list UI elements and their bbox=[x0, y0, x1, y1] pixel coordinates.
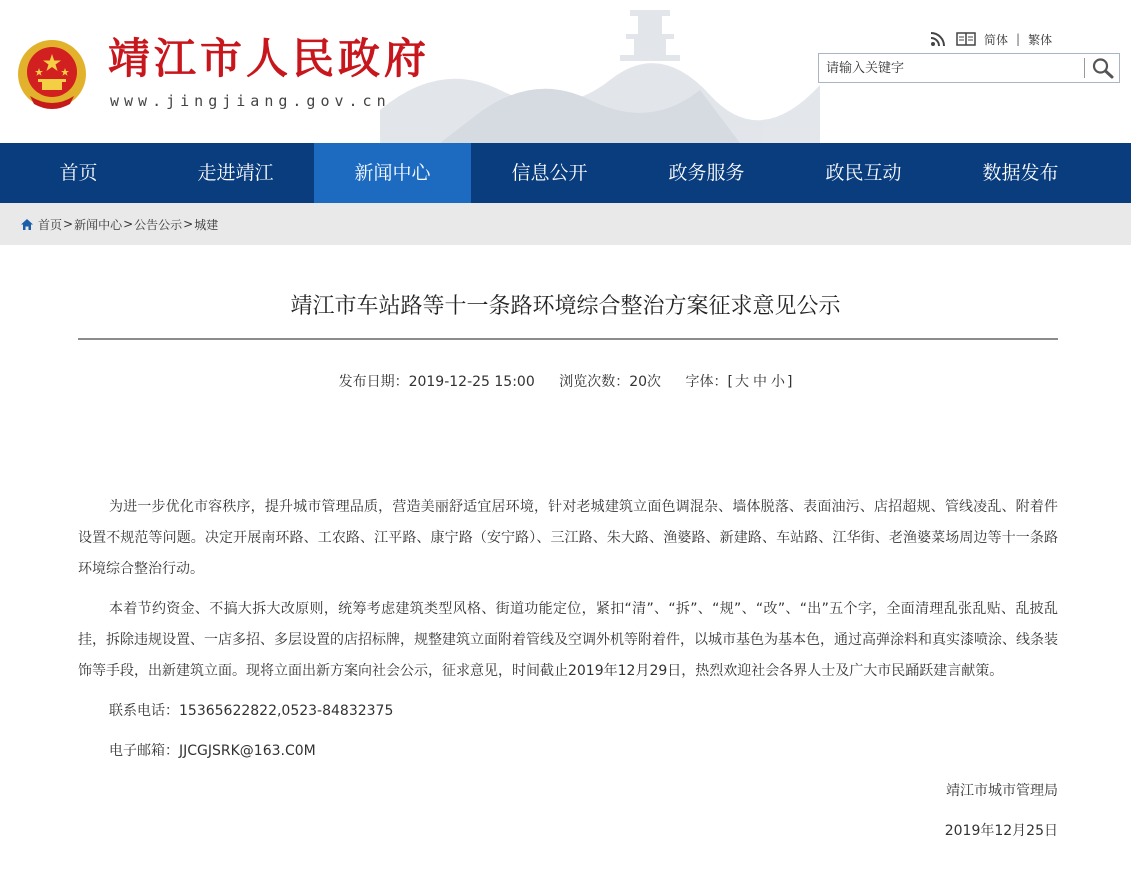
traditional-chinese-link[interactable]: 繁体 bbox=[1028, 32, 1053, 47]
breadcrumb-separator: > bbox=[63, 217, 74, 231]
search-icon[interactable] bbox=[1091, 57, 1115, 79]
site-header bbox=[0, 0, 1131, 143]
article-body bbox=[78, 492, 1058, 856]
util-separator: | bbox=[1016, 32, 1021, 46]
paragraph: 为进一步优化市容秩序，提升城市管理品质，营造美丽舒适宜居环境，针对老城建筑立面色调混杂、墙体脱落、表面油污、店招超规、管线凌乱、附着件设置不规范等问题。决定开展南环路、工农路、江平路、康宁路（安宁路）、三江路、朱大路、渔婆路、新建路、车站路、江华街、老渔婆菜场周边等十一条路环境综合整治行动。 bbox=[78, 499, 1058, 577]
font-size-medium[interactable]: 中 bbox=[752, 374, 767, 390]
nav-item-services[interactable]: 政务服务 bbox=[668, 162, 745, 184]
signature-date: 2019年12月25日 bbox=[944, 823, 1058, 839]
article-meta bbox=[0, 371, 1131, 391]
search-input[interactable] bbox=[819, 54, 1081, 82]
national-emblem-logo bbox=[16, 38, 88, 112]
nav-item-about[interactable]: 走进靖江 bbox=[197, 162, 274, 184]
breadcrumb-construction[interactable]: 城建 bbox=[194, 217, 219, 232]
search-divider bbox=[1084, 58, 1085, 78]
nav-item-interaction[interactable]: 政民互动 bbox=[825, 162, 902, 184]
breadcrumb-news[interactable]: 新闻中心 bbox=[74, 217, 123, 232]
nav-item-data[interactable]: 数据发布 bbox=[982, 162, 1059, 184]
nav-item-home[interactable]: 首页 bbox=[59, 162, 98, 184]
site-domain: www.jingjiang.gov.cn bbox=[110, 92, 391, 110]
signature: 靖江市城市管理局 bbox=[946, 783, 1058, 799]
simplified-chinese-link[interactable]: 简体 bbox=[984, 32, 1009, 47]
contact-email: 电子邮箱：JJCGJSRK@163.C0M bbox=[109, 743, 316, 759]
site-title[interactable]: 靖江市人民政府 bbox=[108, 34, 431, 83]
home-icon bbox=[20, 218, 34, 231]
breadcrumb-home[interactable]: 首页 bbox=[38, 217, 63, 232]
font-size-bracket: ] bbox=[786, 374, 793, 390]
utility-bar bbox=[930, 30, 1052, 48]
publish-date: 发布日期：2019-12-25 15:00 bbox=[338, 374, 535, 390]
font-size-label: 字体：[ bbox=[685, 374, 733, 390]
paragraph: 本着节约资金、不搞大拆大改原则，统筹考虑建筑类型风格、街道功能定位，紧扣“清”、“拆”、“规”、“改”、“出”五个字，全面清理乱张乱贴、乱披乱挂，拆除违规设置、一店多招、多层设置的店招标牌，规整建筑立面附着管线及空调外机等附着件，以城市基色为基本色，通过高弹涂料和真实漆喷涂、线条装饰等手段，出新建筑立面。现将立面出新方案向社会公示，征求意见，时间截止2019年12月29日，热烈欢迎社会各界人士及广大市民踊跃建言献策。 bbox=[78, 601, 1058, 679]
breadcrumb bbox=[0, 203, 1131, 245]
breadcrumb-separator: > bbox=[183, 217, 194, 231]
title-divider bbox=[78, 338, 1058, 340]
view-count: 浏览次数：20次 bbox=[559, 374, 662, 390]
scenery-background bbox=[380, 0, 820, 143]
font-size-small[interactable]: 小 bbox=[770, 374, 785, 390]
nav-item-news[interactable]: 新闻中心 bbox=[314, 143, 471, 203]
breadcrumb-separator: > bbox=[123, 217, 134, 231]
reader-icon[interactable] bbox=[956, 31, 976, 47]
breadcrumb-notices[interactable]: 公告公示 bbox=[134, 217, 183, 232]
contact-phone: 联系电话：15365622822,0523-84832375 bbox=[109, 703, 394, 719]
article-title: 靖江市车站路等十一条路环境综合整治方案征求意见公示 bbox=[290, 294, 841, 319]
font-size-large[interactable]: 大 bbox=[734, 374, 749, 390]
search-box bbox=[818, 53, 1120, 83]
main-nav bbox=[0, 143, 1131, 203]
rss-icon[interactable] bbox=[930, 31, 948, 47]
nav-item-info[interactable]: 信息公开 bbox=[511, 162, 588, 184]
